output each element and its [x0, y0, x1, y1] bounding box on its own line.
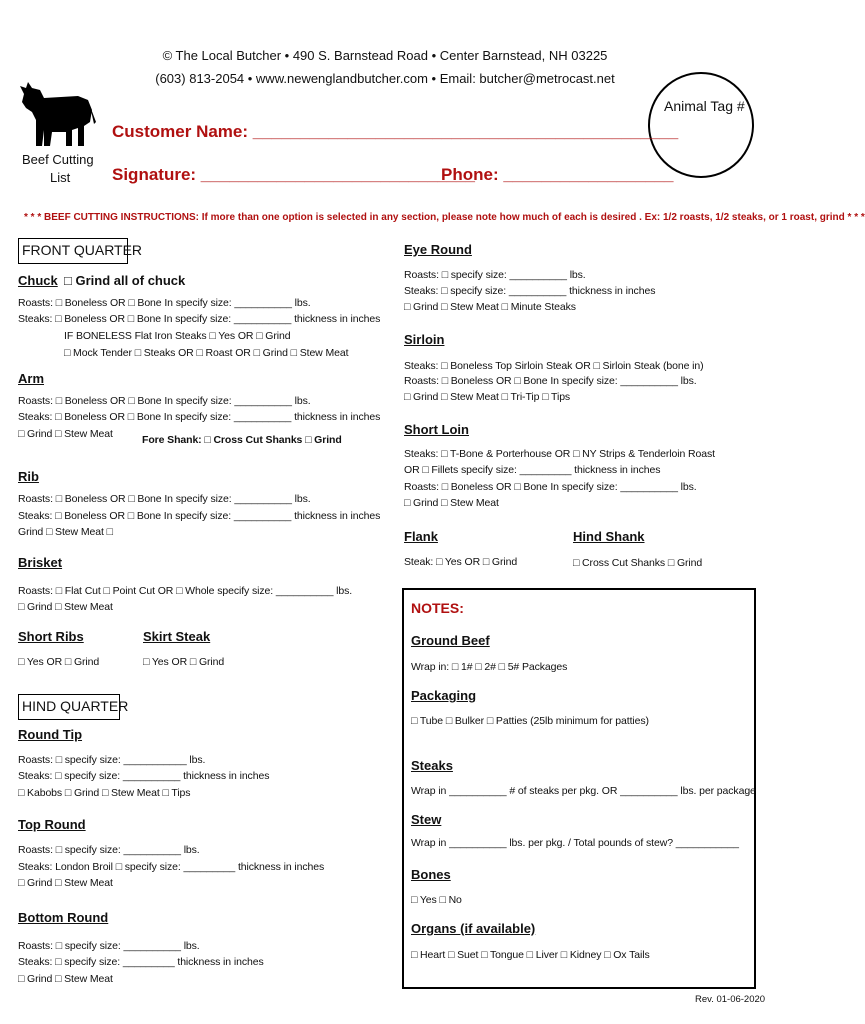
phone-field[interactable]: Phone: __________________: [441, 165, 674, 184]
hind-shank-options[interactable]: □ Cross Cut Shanks □ Grind: [573, 557, 703, 569]
ground-beef-wrap[interactable]: Wrap in: □ 1# □ 2# □ 5# Packages: [411, 661, 568, 673]
top-round-roasts[interactable]: Roasts: □ specify size: __________ lbs.: [18, 844, 200, 856]
rib-roasts[interactable]: Roasts: □ Boneless OR □ Bone In specify size: __________ lbs.: [18, 493, 311, 505]
short-loin-grind[interactable]: □ Grind □ Stew Meat: [404, 497, 499, 509]
eye-round-steaks[interactable]: Steaks: □ specify size: __________ thickness in inches: [404, 285, 656, 297]
rib-title: Rib: [18, 469, 39, 484]
chuck-steaks[interactable]: Steaks: □ Boneless OR □ Bone In specify size: __________ thickness in inches: [18, 313, 381, 325]
brisket-title: Brisket: [18, 555, 63, 570]
hind-shank-title: Hind Shank: [573, 529, 645, 544]
top-round-title: Top Round: [18, 817, 86, 832]
header-line-2: (603) 813-2054 • www.newenglandbutcher.com • Email: butcher@metrocast.net: [155, 71, 615, 86]
round-tip-roasts[interactable]: Roasts: □ specify size: ___________ lbs.: [18, 754, 206, 766]
chuck-flat-iron[interactable]: IF BONELESS Flat Iron Steaks □ Yes OR □ Grind: [64, 330, 291, 342]
bottom-round-title: Bottom Round: [18, 910, 109, 925]
stew-wrap[interactable]: Wrap in __________ lbs. per pkg. / Total pounds of stew? ___________: [411, 837, 739, 849]
round-tip-title: Round Tip: [18, 727, 83, 742]
fore-shank[interactable]: Fore Shank: □ Cross Cut Shanks □ Grind: [142, 434, 342, 446]
steaks-title: Steaks: [411, 758, 453, 773]
short-ribs-options[interactable]: □ Yes OR □ Grind: [18, 656, 100, 668]
short-loin-fillets[interactable]: OR □ Fillets specify size: _________ thickness in inches: [404, 464, 661, 476]
sirloin-title: Sirloin: [404, 332, 445, 347]
eye-round-roasts[interactable]: Roasts: □ specify size: __________ lbs.: [404, 269, 586, 281]
skirt-steak-title: Skirt Steak: [143, 629, 211, 644]
packaging-options[interactable]: □ Tube □ Bulker □ Patties (25lb minimum for patties): [411, 715, 649, 727]
round-tip-steaks[interactable]: Steaks: □ specify size: __________ thickness in inches: [18, 770, 270, 782]
brisket-roasts[interactable]: Roasts: □ Flat Cut □ Point Cut OR □ Whole specify size: __________ lbs.: [18, 585, 353, 597]
logo-caption-1: Beef Cutting: [22, 152, 94, 167]
rib-grind[interactable]: Grind □ Stew Meat □: [18, 526, 113, 538]
arm-title: Arm: [18, 371, 45, 386]
bottom-round-steaks[interactable]: Steaks: □ specify size: _________ thickness in inches: [18, 956, 264, 968]
sirloin-roasts[interactable]: Roasts: □ Boneless OR □ Bone In specify size: __________ lbs.: [404, 375, 697, 387]
bones-title: Bones: [411, 867, 451, 882]
header-line-1: © The Local Butcher • 490 S. Barnstead Road • Center Barnstead, NH 03225: [162, 48, 608, 63]
skirt-steak-options[interactable]: □ Yes OR □ Grind: [143, 656, 225, 668]
sirloin-steaks[interactable]: Steaks: □ Boneless Top Sirloin Steak OR □ Sirloin Steak (bone in): [404, 360, 704, 372]
chuck-mock-tender[interactable]: □ Mock Tender □ Steaks OR □ Roast OR □ Grind □ Stew Meat: [64, 347, 349, 359]
arm-steaks[interactable]: Steaks: □ Boneless OR □ Bone In specify size: __________ thickness in inches: [18, 411, 381, 423]
chuck-roasts[interactable]: Roasts: □ Boneless OR □ Bone In specify size: __________ lbs.: [18, 297, 311, 309]
organs-options[interactable]: □ Heart □ Suet □ Tongue □ Liver □ Kidney □ Ox Tails: [411, 949, 650, 961]
arm-roasts[interactable]: Roasts: □ Boneless OR □ Bone In specify size: __________ lbs.: [18, 395, 311, 407]
rib-steaks[interactable]: Steaks: □ Boneless OR □ Bone In specify size: __________ thickness in inches: [18, 510, 381, 522]
sirloin-options[interactable]: □ Grind □ Stew Meat □ Tri-Tip □ Tips: [404, 391, 571, 403]
steaks-wrap[interactable]: Wrap in __________ # of steaks per pkg. OR __________ lbs. per package: [411, 785, 756, 797]
short-loin-roasts[interactable]: Roasts: □ Boneless OR □ Bone In specify size: __________ lbs.: [404, 481, 697, 493]
packaging-title: Packaging: [411, 688, 477, 703]
signature-field[interactable]: Signature: _____________________________: [112, 165, 475, 184]
bottom-round-grind[interactable]: □ Grind □ Stew Meat: [18, 973, 113, 985]
flank-options[interactable]: Steak: □ Yes OR □ Grind: [404, 556, 518, 568]
customer-name-field[interactable]: Customer Name: _____________________________________________: [112, 122, 679, 141]
hind-quarter-title: HIND QUARTER: [22, 698, 129, 714]
eye-round-options[interactable]: □ Grind □ Stew Meat □ Minute Steaks: [404, 301, 576, 313]
top-round-steaks[interactable]: Steaks: London Broil □ specify size: _________ thickness in inches: [18, 861, 325, 873]
front-quarter-title: FRONT QUARTER: [22, 242, 143, 258]
bottom-round-roasts[interactable]: Roasts: □ specify size: __________ lbs.: [18, 940, 200, 952]
arm-grind[interactable]: □ Grind □ Stew Meat: [18, 428, 113, 440]
stew-title: Stew: [411, 812, 442, 827]
cutting-instructions: * * * BEEF CUTTING INSTRUCTIONS: If more than one option is selected in any section, please note how much of each is desired . Ex: 1/2 roasts, 1/2 steaks, or 1 roast, grind * * *: [24, 212, 865, 223]
revision-label: Rev. 01-06-2020: [695, 994, 766, 1005]
short-loin-title: Short Loin: [404, 422, 469, 437]
round-tip-options[interactable]: □ Kabobs □ Grind □ Stew Meat □ Tips: [18, 787, 191, 799]
short-ribs-title: Short Ribs: [18, 629, 84, 644]
top-round-grind[interactable]: □ Grind □ Stew Meat: [18, 877, 113, 889]
bones-options[interactable]: □ Yes □ No: [411, 894, 462, 906]
logo-caption-2: List: [50, 170, 71, 185]
flank-title: Flank: [404, 529, 438, 544]
short-loin-steaks[interactable]: Steaks: □ T-Bone & Porterhouse OR □ NY Strips & Tenderloin Roast: [404, 448, 715, 460]
eye-round-title: Eye Round: [404, 242, 472, 257]
brisket-grind[interactable]: □ Grind □ Stew Meat: [18, 601, 113, 613]
ground-beef-title: Ground Beef: [411, 633, 490, 648]
notes-title: NOTES:: [411, 600, 464, 616]
chuck-title: Chuck: [18, 273, 58, 288]
animal-tag-label: Animal Tag #: [664, 98, 745, 114]
cow-logo-icon: [18, 76, 98, 150]
chuck-grind-all[interactable]: □ Grind all of chuck: [64, 273, 186, 288]
organs-title: Organs (if available): [411, 921, 536, 936]
